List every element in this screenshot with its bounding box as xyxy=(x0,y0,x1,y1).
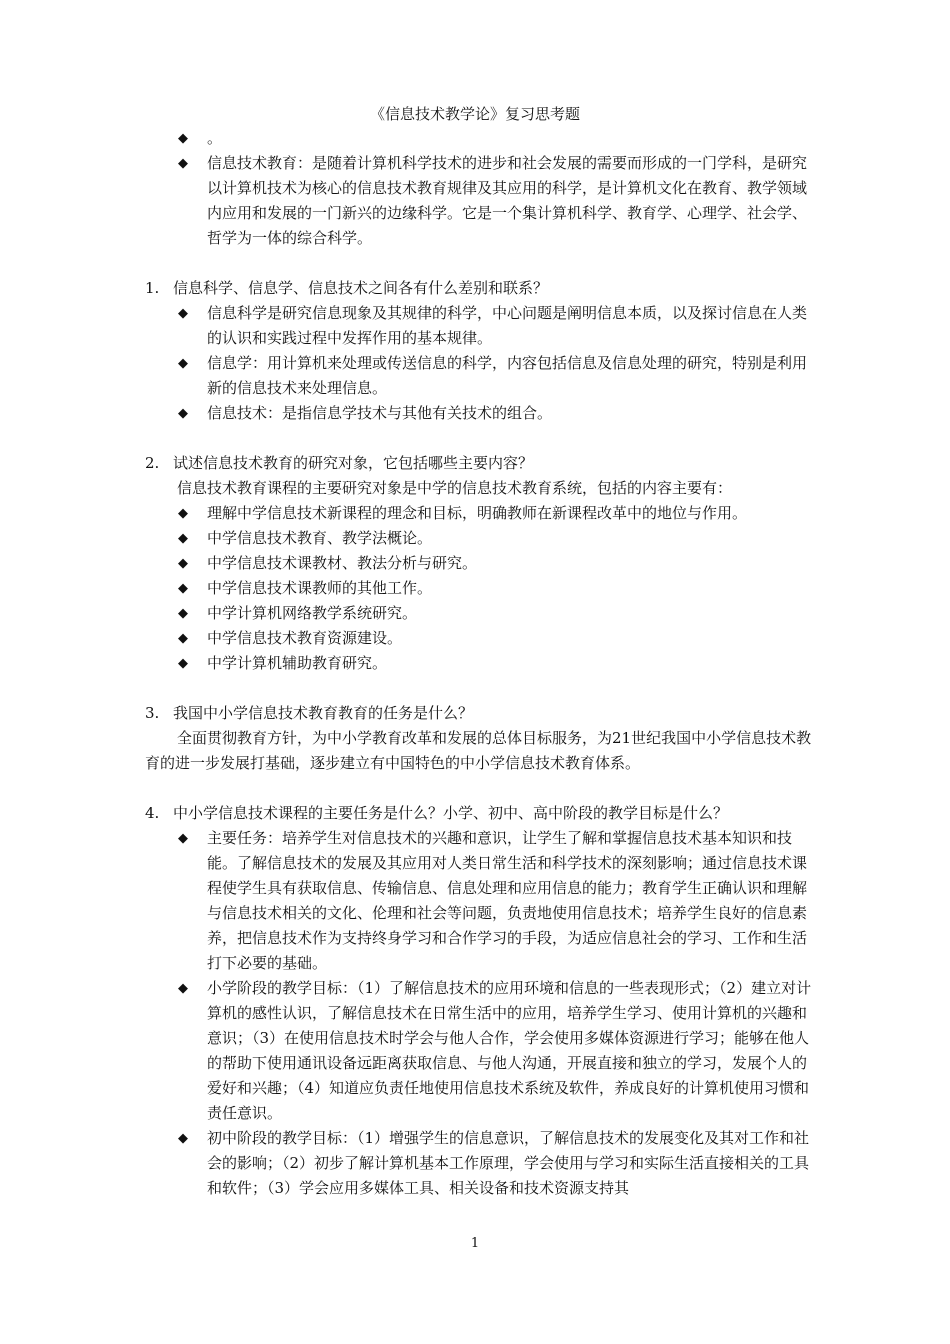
question-intro: 信息技术教育课程的主要研究对象是中学的信息技术教育系统，包括的内容主要有： xyxy=(177,479,733,497)
list-item-text: 信息学：用计算机来处理或传送信息的科学，内容包括信息及信息处理的研究，特别是利用新的信息技术来处理信息。 xyxy=(207,354,808,397)
list-item xyxy=(145,401,815,426)
list-item-text: 。 xyxy=(207,129,223,147)
list-item xyxy=(145,826,815,976)
diamond-bullet-icon: ◆ xyxy=(178,656,188,671)
list-item-text: 信息技术：是指信息学技术与其他有关技术的组合。 xyxy=(207,404,553,422)
list-item xyxy=(145,976,815,1126)
list-item-text: 中学信息技术教育、教学法概论。 xyxy=(207,529,433,547)
list-item-text: 中学计算机网络教学系统研究。 xyxy=(207,604,418,622)
diamond-bullet-icon: ◆ xyxy=(178,556,188,571)
diamond-bullet-icon: ◆ xyxy=(178,406,188,421)
question-1-section xyxy=(145,276,815,426)
list-item xyxy=(145,301,815,351)
question-text: 信息科学、信息学、信息技术之间各有什么差别和联系？ xyxy=(173,279,549,297)
question-number: 2. xyxy=(145,454,160,472)
diamond-bullet-icon: ◆ xyxy=(178,506,188,521)
list-item-text: 理解中学信息技术新课程的理念和目标，明确教师在新课程改革中的地位与作用。 xyxy=(207,504,748,522)
page-number: 1 xyxy=(470,1236,480,1251)
list-item-text: 信息科学是研究信息现象及其规律的科学，中心问题是阐明信息本质，以及探讨信息在人类的认识和实践过程中发挥作用的基本规律。 xyxy=(207,304,808,347)
diamond-bullet-icon: ◆ xyxy=(178,606,188,621)
question-heading xyxy=(145,276,815,301)
list-item-text: 主要任务：培养学生对信息技术的兴趣和意识，让学生了解和掌握信息技术基本知识和技能。了解信息技术的发展及其应用对人类日常生活和科学技术的深刻影响；通过信息技术课程使学生具有获取信息、传输信息、信息处理和应用信息的能力；教育学生正确认识和理解与信息技术相关的文化、伦理和社会等问题，负责地使用信息技术；培养学生良好的信息素养，把信息技术作为支持终身学习和合作学习的手段，为适应信息社会的学习、工作和生活打下必要的基础。 xyxy=(207,829,808,972)
answer-paragraph: 全面贯彻教育方针，为中小学教育改革和发展的总体目标服务，为21世纪我国中小学信息技术教育的进一步发展打基础，逐步建立有中国特色的中小学信息技术教育体系。 xyxy=(145,729,812,772)
diamond-bullet-icon: ◆ xyxy=(178,531,188,546)
list-item xyxy=(145,151,815,251)
list-item xyxy=(145,351,815,401)
diamond-bullet-icon: ◆ xyxy=(178,831,188,846)
list-item-text: 中学信息技术课教师的其他工作。 xyxy=(207,579,433,597)
list-item xyxy=(145,626,815,651)
list-item-text: 小学阶段的教学目标：（1）了解信息技术的应用环境和信息的一些表现形式；（2）建立对计算机的感性认识，了解信息技术在日常生活中的应用，培养学生学习、使用计算机的兴趣和意识；（3）在使用信息技术时学会与他人合作，学会使用多媒体资源进行学习；能够在他人的帮助下使用通讯设备远距离获取信息、与他人沟通，开展直接和独立的学习，发展个人的爱好和兴趣；（4）知道应负责任地使用信息技术系统及软件，养成良好的计算机使用习惯和责任意识。 xyxy=(207,979,812,1122)
diamond-bullet-icon: ◆ xyxy=(178,156,188,171)
diamond-bullet-icon: ◆ xyxy=(178,581,188,596)
list-item-text: 中学信息技术教育资源建设。 xyxy=(207,629,403,647)
intro-section xyxy=(145,126,815,251)
question-text: 中小学信息技术课程的主要任务是什么？小学、初中、高中阶段的教学目标是什么？ xyxy=(173,804,729,822)
question-2-section xyxy=(145,451,815,676)
question-number: 3. xyxy=(145,704,160,722)
question-heading xyxy=(145,701,815,726)
diamond-bullet-icon: ◆ xyxy=(178,356,188,371)
list-item xyxy=(145,576,815,601)
diamond-bullet-icon: ◆ xyxy=(178,306,188,321)
question-4-section xyxy=(145,801,815,1201)
question-number: 4. xyxy=(145,804,160,822)
diamond-bullet-icon: ◆ xyxy=(178,131,188,146)
list-item xyxy=(145,526,815,551)
question-heading xyxy=(145,451,815,476)
list-item xyxy=(145,501,815,526)
list-item-text: 信息技术教育：是随着计算机科学技术的进步和社会发展的需要而形成的一门学科，是研究以计算机技术为核心的信息技术教育规律及其应用的科学，是计算机文化在教育、教学领域内应用和发展的一门新兴的边缘科学。它是一个集计算机科学、教育学、心理学、社会学、哲学为一体的综合科学。 xyxy=(207,154,808,247)
list-item-text: 初中阶段的教学目标：（1）增强学生的信息意识，了解信息技术的发展变化及其对工作和社会的影响；（2）初步了解计算机基本工作原理，学会使用与学习和实际生活直接相关的工具和软件；（3）学会应用多媒体工具、相关设备和技术资源支持其 xyxy=(207,1129,810,1197)
list-item xyxy=(145,601,815,626)
diamond-bullet-icon: ◆ xyxy=(178,981,188,996)
question-number: 1. xyxy=(145,279,160,297)
question-3-section xyxy=(145,701,815,776)
list-item-text: 中学计算机辅助教育研究。 xyxy=(207,654,388,672)
list-item xyxy=(145,1126,815,1201)
diamond-bullet-icon: ◆ xyxy=(178,1131,188,1146)
list-item xyxy=(145,551,815,576)
list-item-text: 中学信息技术课教材、教法分析与研究。 xyxy=(207,554,478,572)
question-text: 试述信息技术教育的研究对象，它包括哪些主要内容？ xyxy=(173,454,534,472)
question-heading xyxy=(145,801,815,826)
diamond-bullet-icon: ◆ xyxy=(178,631,188,646)
document-title: 《信息技术教学论》复习思考题 xyxy=(369,105,580,123)
list-item xyxy=(145,651,815,676)
list-item xyxy=(145,126,815,151)
question-text: 我国中小学信息技术教育教育的任务是什么？ xyxy=(173,704,474,722)
